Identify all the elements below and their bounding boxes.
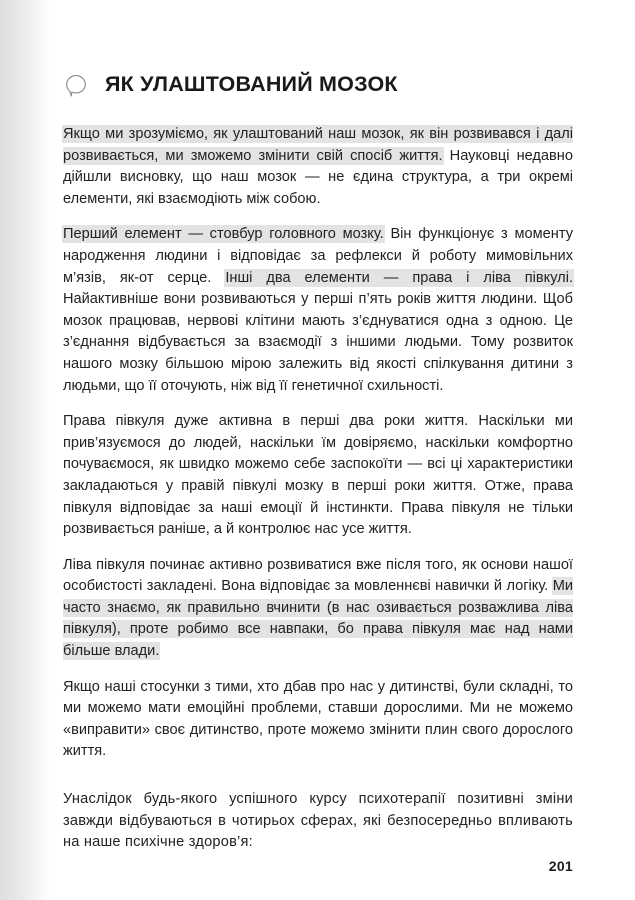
highlighted-text: Перший елемент — стовбур головного мозку. bbox=[63, 226, 384, 243]
book-spine-shadow bbox=[0, 0, 52, 900]
highlighted-text: Інші два елементи — права і ліва півкулі. bbox=[225, 269, 573, 286]
chapter-heading bbox=[63, 68, 573, 102]
paragraph-text: Науковці недавно дійшли висновку, що наш мозок — не єдина структура, а три окремі елементи, які взаємодіють між собою. bbox=[63, 147, 573, 207]
paragraph-text: Він функціонує з моменту народження людини і відповідає за рефлекси й роботу мимовільних м’язів, як-от серце. bbox=[63, 226, 573, 286]
highlighted-text: Ми часто знаємо, як правильно вчинити (в нас озивається розважлива ліва півкуля), проте робимо все навпаки, бо права півкуля має над нами більше влади. bbox=[63, 578, 573, 660]
paragraph-2 bbox=[63, 224, 573, 397]
paragraph-text: Права півкуля дуже активна в перші два роки життя. Наскільки ми прив’язуємося до людей, наскільки їм довіряємо, наскільки комфортно почуваємося, як швидко можемо себе заспокоїти — всі ці характеристики закладаються у правій півкулі мозку в перші роки життя. Отже, права півкуля відповідає за наші емоції й інстинкти. Права півкуля не тільки розвивається раніше, а й контролює нас усе життя. bbox=[63, 413, 573, 538]
page-number: 201 bbox=[548, 858, 573, 874]
paragraph-text: Ліва півкуля починає активно розвиватися вже після того, як основи нашої особистості закладені. Вона відповідає за мовленнєві навички й логіку. bbox=[63, 556, 573, 595]
page-title: ЯК УЛАШТОВАНИЙ МОЗОК bbox=[105, 72, 398, 97]
paragraph-4 bbox=[63, 555, 573, 663]
highlighted-text: Якщо ми зрозуміємо, як улаштований наш мозок, як він розвивався і далі розвивається, ми зможемо змінити свій спосіб життя. bbox=[63, 126, 573, 164]
paragraph-6 bbox=[63, 789, 573, 854]
paragraph-text: Якщо наші стосунки з тими, хто дбав про нас у дитинстві, були складні, то ми можемо мати емоційні проблеми, ставши дорослими. Ми не можемо «виправити» своє дитинство, проте можемо змінити плин свого дорослого життя. bbox=[63, 678, 573, 760]
paragraph-1 bbox=[63, 124, 573, 210]
speech-bubble-icon bbox=[63, 73, 89, 99]
paragraph-5 bbox=[63, 677, 573, 763]
paragraph-3 bbox=[63, 411, 573, 541]
paragraph-text: Унаслідок будь-якого успішного курсу психотерапії позитивні зміни завжди відбуваються в чотирьох сферах, які безпосередньо впливають на наше психічне здоров’я: bbox=[63, 791, 573, 851]
page-content bbox=[63, 0, 573, 900]
paragraph-text: Найактивніше вони розвиваються у перші п’ять років життя людини. Щоб мозок працював, нервові клітини мають з’єднуватися одна з одною. Це з’єднання відбувається за взаємодії з іншими людьми. Тому розвиток нашого мозку більшою мірою залежить від якості спілкування дитини з людьми, що її оточують, ніж від її генетичної схильності. bbox=[63, 291, 573, 394]
